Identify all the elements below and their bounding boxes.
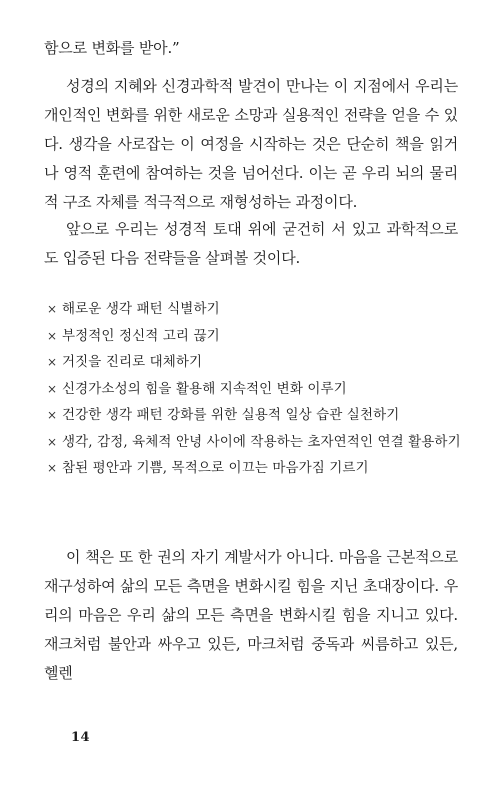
list-item: × 참된 평안과 기쁨, 목적으로 이끄는 마음가짐 기르기 [44, 455, 464, 482]
page-number: 14 [71, 730, 91, 745]
body-paragraph-invitation: 이 책은 또 한 권의 자기 계발서가 아니다. 마음을 근본적으로 재구성하여 삶의 모든 측면을 변화시킬 힘을 지닌 초대장이다. 우리의 마음은 우리 삶의 모든 측면을 변화시킬 힘을 지니고 있다. 재크처럼 불안과 싸우고 있든, 마크처럼 중독과 씨름하고 있든, 헬렌 [44, 548, 458, 682]
list-item: × 거짓을 진리로 대체하기 [44, 349, 464, 376]
list-item: × 신경가소성의 힘을 활용해 지속적인 변화 이루기 [44, 376, 464, 403]
quote-ending-paragraph: 함으로 변화를 받아.” [44, 39, 180, 57]
list-item: × 해로운 생각 패턴 식별하기 [44, 296, 464, 323]
list-item: × 건강한 생각 패턴 강화를 위한 실용적 일상 습관 실천하기 [44, 402, 464, 429]
list-item: × 생각, 감정, 육체적 안녕 사이에 작용하는 초자연적인 연결 활용하기 [44, 429, 464, 456]
body-paragraph-strategies-intro: 앞으로 우리는 성경적 토대 위에 굳건히 서 있고 과학적으로도 입증된 다음 전략들을 살펴볼 것이다. [44, 220, 458, 267]
body-paragraph-science-faith: 성경의 지혜와 신경과학적 발견이 만나는 이 지점에서 우리는 개인적인 변화를 위한 새로운 소망과 실용적인 전략을 얻을 수 있다. 생각을 사로잡는 이 여정을 시작하는 것은 단순히 책을 읽거나 영적 훈련에 참여하는 것을 넘어선다. 이는 곧 우리 뇌의 물리적 구조 자체를 적극적으로 재형성하는 과정이다. [44, 77, 458, 211]
list-item: × 부정적인 정신적 고리 끊기 [44, 323, 464, 350]
strategy-list [44, 296, 464, 482]
